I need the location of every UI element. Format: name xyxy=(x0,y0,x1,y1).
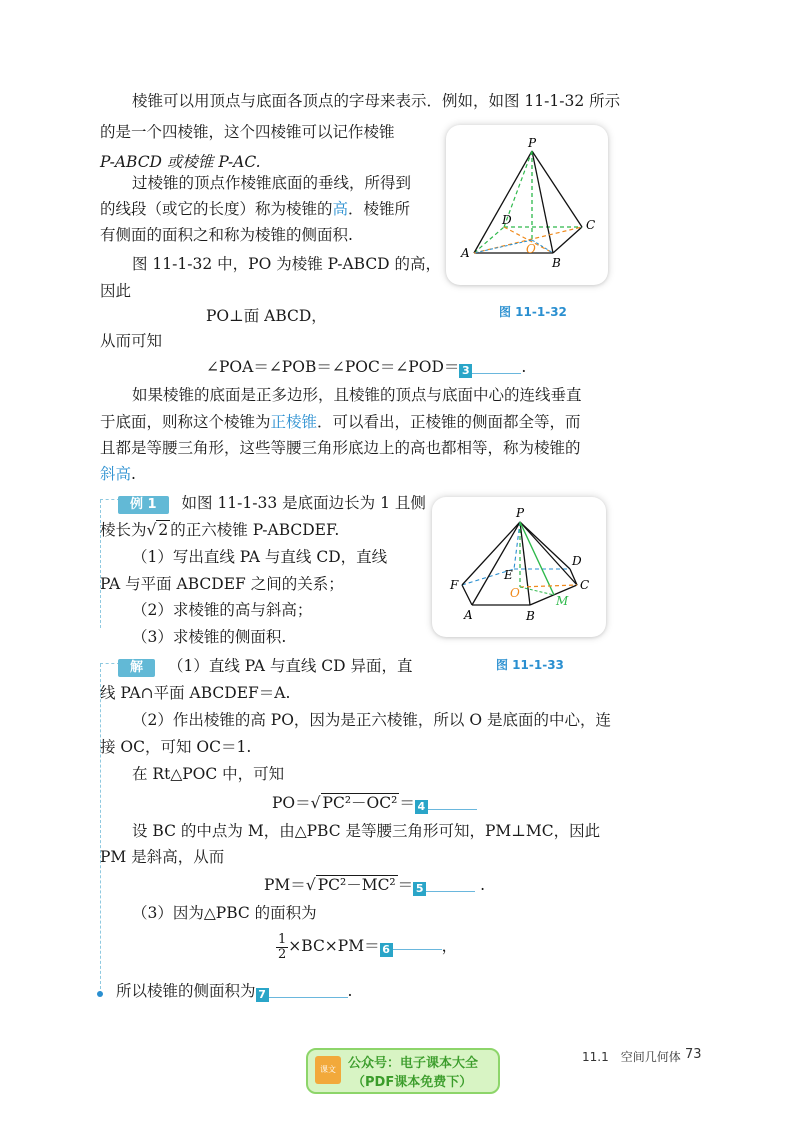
example-line: 棱长为√ 2 的正六棱锥 P-ABCDEF. xyxy=(100,521,340,539)
solution-bracket xyxy=(100,664,101,994)
answer-blank-3[interactable] xyxy=(459,358,521,377)
solution-line: 接 OC，可知 OC＝1. xyxy=(100,738,252,756)
para-line: 因此 xyxy=(100,282,132,300)
term-regular-pyramid: 正棱锥 xyxy=(270,413,318,431)
watermark-line1: 公众号：电子课本大全 xyxy=(348,1056,479,1071)
para-line: 从而可知 xyxy=(100,332,163,350)
para-line: 棱锥可以用顶点与底面各顶点的字母来表示．例如，如图 11-1-32 所示 xyxy=(132,92,621,110)
solution-line: 线 PA∩平面 ABCDEF＝A. xyxy=(100,684,291,702)
vertex-label: B xyxy=(552,256,561,270)
text: 棱长为 xyxy=(100,521,147,539)
blank-number: 3 xyxy=(459,364,472,378)
para-line: 有侧面的面积之和称为棱锥的侧面积. xyxy=(100,226,353,244)
blank-number: 5 xyxy=(413,882,426,896)
vertex-label: P xyxy=(528,136,537,150)
figure-11-1-33 xyxy=(432,497,606,637)
para-line xyxy=(100,411,581,433)
text: 所以棱锥的侧面积为 xyxy=(116,982,256,1000)
para-line xyxy=(100,463,136,485)
angle-equation: ∠POA＝∠POB＝∠POC＝∠POD＝ xyxy=(206,358,460,376)
numerator: 1 xyxy=(278,931,287,947)
center-label: O xyxy=(510,586,520,600)
para-line: 且都是等腰三角形，这些等腰三角形底边上的高也都相等，称为棱锥的 xyxy=(100,439,581,457)
watermark-badge xyxy=(306,1048,500,1094)
figure-11-1-32 xyxy=(446,125,608,285)
answer-blank-6[interactable] xyxy=(380,934,442,956)
formula-line xyxy=(206,356,526,378)
answer-blank-5[interactable] xyxy=(413,876,475,895)
example-tag: 例 1 xyxy=(118,496,169,514)
text: ．可以看出，正棱锥的侧面都全等，而 xyxy=(317,413,581,431)
pyramid-diagram xyxy=(446,125,608,285)
sqrt-radicand: PC²－MC² xyxy=(317,876,396,894)
vertex-label: P xyxy=(516,506,525,520)
fraction-one-half xyxy=(276,933,288,962)
text: 如图 11-1-33 是底面边长为 1 且侧 xyxy=(181,494,426,512)
para-line: 如果棱锥的底面是正多边形，且棱锥的顶点与底面中心的连线垂直 xyxy=(132,386,582,404)
center-label: O xyxy=(526,242,536,256)
formula-line xyxy=(276,932,457,962)
text: ．棱锥所 xyxy=(348,200,411,218)
denominator: 2 xyxy=(278,946,287,962)
text: 于底面，则称这个棱锥为 xyxy=(100,413,271,431)
example-line: （2）求棱锥的高与斜高； xyxy=(132,601,313,619)
text: ＝ xyxy=(397,876,414,894)
text: PM＝ xyxy=(264,876,306,894)
text: . xyxy=(347,982,353,1000)
solution-line: 设 BC 的中点为 M，由△PBC 是等腰三角形可知，PM⊥MC，因此 xyxy=(132,822,601,840)
solution-line: （2）作出棱锥的高 PO，因为是正六棱锥，所以 O 是底面的中心，连 xyxy=(132,711,611,729)
vertex-label: B xyxy=(526,609,535,623)
answer-blank-4[interactable] xyxy=(415,794,477,813)
midpoint-label: M xyxy=(556,594,569,608)
para-line: 过棱锥的顶点作棱锥底面的垂线，所得到 xyxy=(132,174,412,192)
example-bracket-top xyxy=(100,499,120,500)
text: 的线段（或它的长度）称为棱锥的 xyxy=(100,200,333,218)
text: ×BC×PM＝ xyxy=(288,937,380,955)
book-icon xyxy=(315,1056,341,1084)
figure-caption: 图 11-1-33 xyxy=(496,658,564,672)
watermark-line2: （PDF课本免费下） xyxy=(352,1075,473,1090)
solution-tag: 解 xyxy=(118,659,155,677)
vertex-label: A xyxy=(464,608,473,622)
example-line: PA 与平面 ABCDEF 之间的关系； xyxy=(100,575,344,593)
vertex-label: D xyxy=(572,554,582,568)
text: PO＝ xyxy=(272,794,311,812)
text: ， xyxy=(441,937,458,955)
para-line: P-ABCD 或棱锥 P-AC. xyxy=(100,153,261,171)
blank-number: 7 xyxy=(256,988,269,1002)
solution-end-dot xyxy=(97,991,103,997)
figure-caption: 图 11-1-32 xyxy=(499,305,567,319)
example-line: （3）求棱锥的侧面积. xyxy=(132,628,287,646)
text: 的正六棱锥 P-ABCDEF. xyxy=(170,521,340,539)
vertex-label: E xyxy=(504,568,513,582)
period: . xyxy=(521,358,527,376)
solution-line xyxy=(116,980,352,1002)
para-line: 图 11-1-32 中，PO 为棱锥 P-ABCD 的高， xyxy=(132,255,442,273)
example-line xyxy=(118,492,426,514)
formula-line: PM＝√ PC²－MC² ＝ 5 . xyxy=(264,876,486,895)
example-line: （1）写出直线 PA 与直线 CD，直线 xyxy=(132,548,388,566)
period: . xyxy=(131,465,136,483)
para-line xyxy=(100,198,410,220)
text: ＝ xyxy=(399,794,415,812)
sqrt-radicand: PC²－OC² xyxy=(322,794,398,812)
page-number: 73 xyxy=(685,1047,702,1062)
vertex-label: F xyxy=(450,578,459,592)
vertex-label: D xyxy=(502,213,512,227)
sqrt-radicand: 2 xyxy=(158,521,169,539)
footer-section: 11.1 空间几何体 xyxy=(582,1050,681,1064)
vertex-label: C xyxy=(586,218,596,232)
para-line: 的是一个四棱锥，这个四棱锥可以记作棱锥 xyxy=(100,123,395,141)
book-icon-text: 课文 xyxy=(320,1065,336,1074)
formula-line: PO＝√ PC²－OC² ＝ 4 xyxy=(272,792,477,814)
solution-line: 在 Rt△POC 中，可知 xyxy=(132,765,285,783)
solution-bracket-top xyxy=(100,663,120,664)
vertex-label: A xyxy=(461,246,470,260)
solution-line: PM 是斜高，从而 xyxy=(100,848,225,866)
term-slant-height: 斜高 xyxy=(100,465,132,483)
hexagonal-pyramid-diagram xyxy=(432,497,606,637)
blank-number: 6 xyxy=(380,943,393,957)
answer-blank-7[interactable] xyxy=(256,982,348,1001)
vertex-label: C xyxy=(580,578,590,592)
solution-line: （3）因为△PBC 的面积为 xyxy=(132,904,317,922)
blank-number: 4 xyxy=(415,800,428,814)
term-height: 高 xyxy=(332,200,349,218)
formula-line: PO⊥面 ABCD， xyxy=(206,307,327,325)
text: （1）直线 PA 与直线 CD 异面，直 xyxy=(167,657,413,675)
solution-line xyxy=(118,655,413,677)
